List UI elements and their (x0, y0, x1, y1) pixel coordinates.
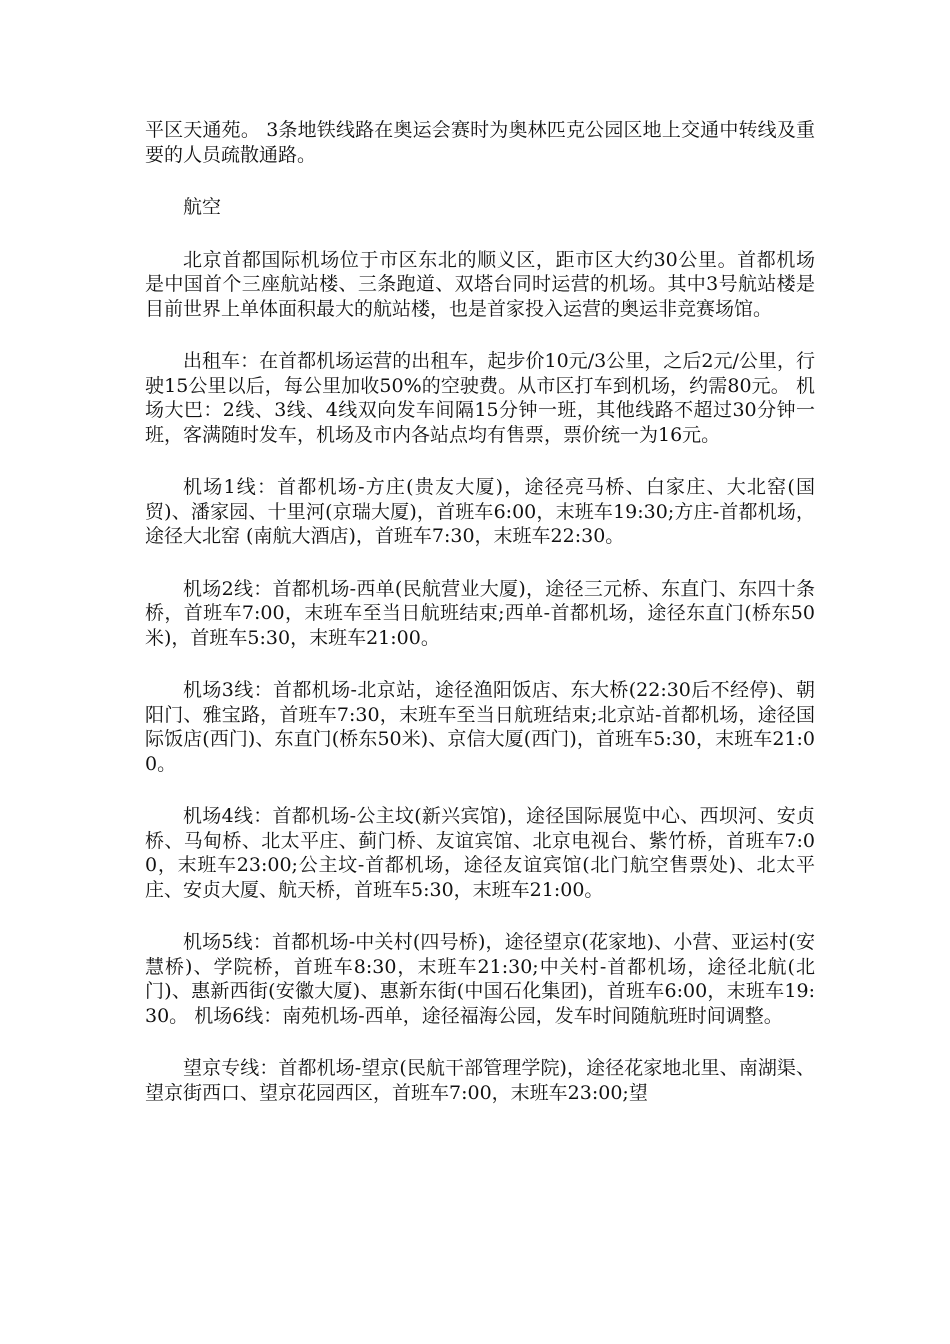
paragraph-subway-continuation: 平区天通苑。 3条地铁线路在奥运会赛时为奥林匹克公园区地上交通中转线及重要的人员疏散通路。 (145, 119, 815, 166)
paragraph-airport-line-3: 机场3线：首都机场-北京站，途径渔阳饭店、东大桥(22:30后不经停)、朝阳门、雅宝路，首班车7:30，末班车至当日航班结束;北京站-首都机场，途径国际饭店(西门)、东直门(桥东50米)、京信大厦(西门)，首班车5:30，末班车21:00。 (145, 679, 815, 775)
paragraph-capital-airport: 北京首都国际机场位于市区东北的顺义区，距市区大约30公里。首都机场是中国首个三座航站楼、三条跑道、双塔台同时运营的机场。其中3号航站楼是目前世界上单体面积最大的航站楼，也是首家投入运营的奥运非竞赛场馆。 (145, 248, 815, 320)
paragraph-airport-line-4: 机场4线：首都机场-公主坟(新兴宾馆)，途径国际展览中心、西坝河、安贞桥、马甸桥、北太平庄、蓟门桥、友谊宾馆、北京电视台、紫竹桥，首班车7:00，末班车23:00;公主坟-首都机场，途径友谊宾馆(北门航空售票处)、北太平庄、安贞大厦、航天桥，首班车5:30，末班车21:00。 (145, 805, 815, 901)
paragraph-airport-line-5-6: 机场5线：首都机场-中关村(四号桥)，途径望京(花家地)、小营、亚运村(安慧桥)、学院桥，首班车8:30，末班车21:30;中关村-首都机场，途径北航(北门)、惠新西街(安徽大厦)、惠新东街(中国石化集团)，首班车6:00，末班车19:30。 机场6线：南苑机场-西单，途径福海公园，发车时间随航班时间调整。 (145, 931, 815, 1027)
paragraph-airport-line-1: 机场1线：首都机场-方庄(贵友大厦)，途径亮马桥、白家庄、大北窑(国贸)、潘家园、十里河(京瑞大厦)，首班车6:00，末班车19:30;方庄-首都机场，途径大北窑 (南航大酒店)，首班车7:30，末班车22:30。 (145, 476, 815, 547)
paragraph-airport-line-2: 机场2线：首都机场-西单(民航营业大厦)，途径三元桥、东直门、东四十条桥，首班车7:00，末班车至当日航班结束;西单-首都机场，途径东直门(桥东50米)，首班车5:30，末班车21:00。 (145, 577, 815, 649)
document-page (145, 118, 815, 1133)
section-heading-aviation: 航空 (183, 196, 222, 218)
paragraph-taxi-and-bus: 出租车：在首都机场运营的出租车，起步价10元/3公里，之后2元/公里，行驶15公里以后，每公里加收50%的空驶费。从市区打车到机场，约需80元。 机场大巴：2线、3线、4线双向发车间隔15分钟一班，其他线路不超过30分钟一班，客满随时发车，机场及市内各站点均有售票，票价统一为16元。 (145, 350, 815, 446)
paragraph-wangjing-line: 望京专线：首都机场-望京(民航干部管理学院)，途径花家地北里、南湖渠、望京街西口、望京花园西区，首班车7:00，末班车23:00;望 (145, 1057, 815, 1104)
